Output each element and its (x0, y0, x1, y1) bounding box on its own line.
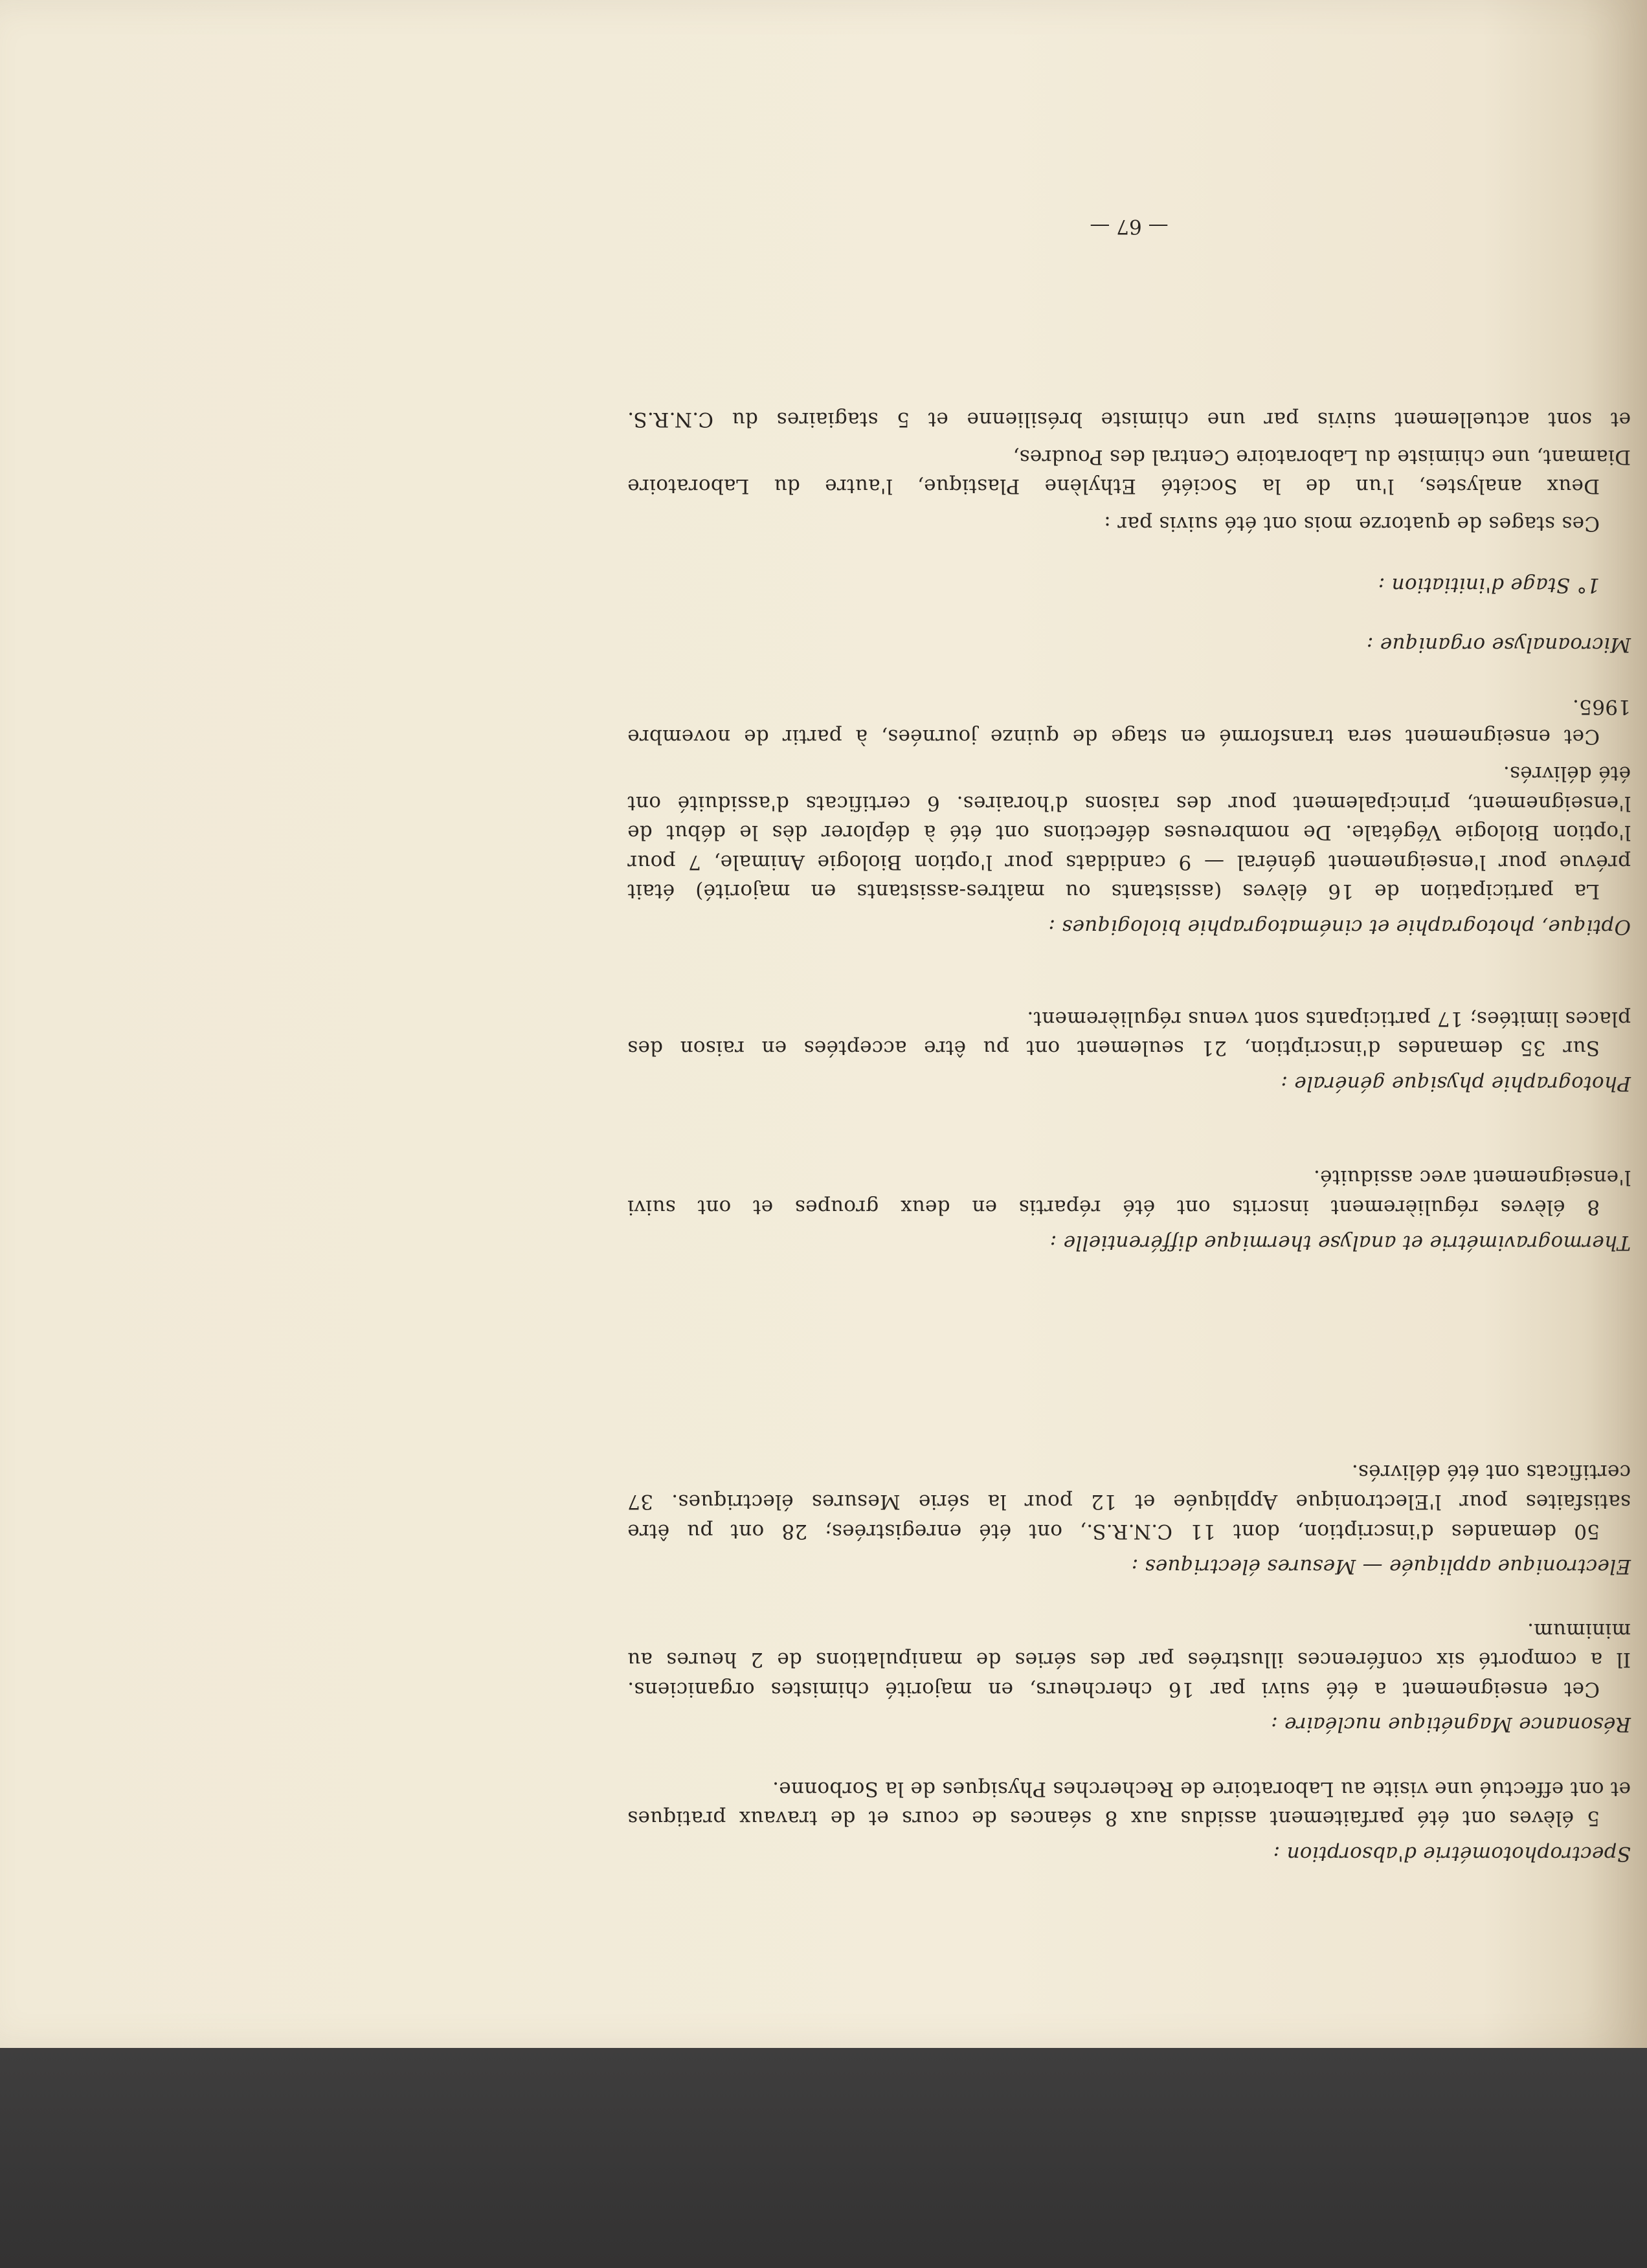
text-line: 50 demandes d'inscription, dont 11 C.N.R.S., ont été enregistrées; 28 ont pu être (627, 1520, 1600, 1543)
text-line: prévue pour l'enseignement général — 9 candidats pour l'option Biologie Animale, 7 pour (627, 850, 1631, 874)
text-line: Il a comporté six conférences illustrées par des séries de manipulations de 2 heures au (627, 1648, 1631, 1671)
subheading-stage-initiation: 1° Stage d'initiation : (1378, 573, 1600, 597)
text-line: 1965. (1572, 695, 1631, 718)
text-line: l'option Biologie Végétale. De nombreuses défections ont été à déplorer dès le début de (627, 821, 1631, 844)
heading-spectrophotometrie: Spectrophotométrie d'absorption : (1273, 1842, 1631, 1865)
heading-microanalyse: Microanalyse organique : (1366, 633, 1631, 656)
heading-electronique: Electronique appliquée — Mesures électriques : (1131, 1555, 1631, 1578)
text-line: 8 élèves régulièrement inscrits ont été répartis en deux groupes et ont suivi (627, 1195, 1600, 1219)
heading-thermogravimetrie: Thermogravimétrie et analyse thermique différentielle : (1049, 1231, 1631, 1254)
text-line: et sont actuellement suivis par une chimiste brésilienne et 5 stagiaires du C.N.R.S. (627, 408, 1631, 431)
text-line: certificats ont été délivrés. (1351, 1460, 1631, 1484)
text-line: l'enseignement avec assiduité. (1313, 1166, 1631, 1189)
text-line: Sur 35 demandes d'inscription, 21 seulement ont pu être acceptées en raison des (627, 1036, 1600, 1060)
text-line: satisfaites pour l'Electronique Appliquée et 12 pour la série Mesures électriques. 37 (627, 1490, 1631, 1513)
text-line: Cet enseignement a été suivi par 16 chercheurs, en majorité chimistes organiciens. (627, 1678, 1600, 1701)
text-line: Ces stages de quatorze mois ont été suivis par : (1104, 512, 1600, 535)
scanner-background (0, 2048, 1647, 2268)
text-line: 5 élèves ont été parfaitement assidus aux 8 séances de cours et de travaux pratiques (627, 1807, 1600, 1830)
page-number: — 67 — (1090, 215, 1169, 238)
text-line: été délivrés. (1503, 762, 1631, 785)
text-line: La participation de 16 élèves (assistants ou maîtres-assistants en majorité) était (627, 880, 1600, 903)
text-line: et ont effectué une visite au Laboratoire de Recherches Physiques de la Sorbonne. (772, 1777, 1631, 1801)
text-line: Diamant, une chimiste du Laboratoire Central des Poudres, (1013, 445, 1631, 469)
heading-resonance: Résonance Magnétique nucléaire : (1270, 1713, 1631, 1736)
heading-optique: Optique, photographie et cinématographie biologiques : (1048, 915, 1631, 939)
text-line: Deux analystes, l'un de la Société Ethylène Plastique, l'autre du Laboratoire (627, 474, 1600, 498)
text-line: places limitées; 17 participants sont venus régulièrement. (1027, 1007, 1631, 1030)
text-line: l'enseignement, principalement pour des raisons d'horaires. 6 certificats d'assiduité ont (627, 792, 1631, 815)
heading-photographie: Photographie physique générale : (1281, 1072, 1631, 1095)
text-line: minimum. (1527, 1619, 1631, 1642)
text-line: Cet enseignement sera transformé en stage de quinze journées, à partir de novembre (627, 725, 1600, 748)
